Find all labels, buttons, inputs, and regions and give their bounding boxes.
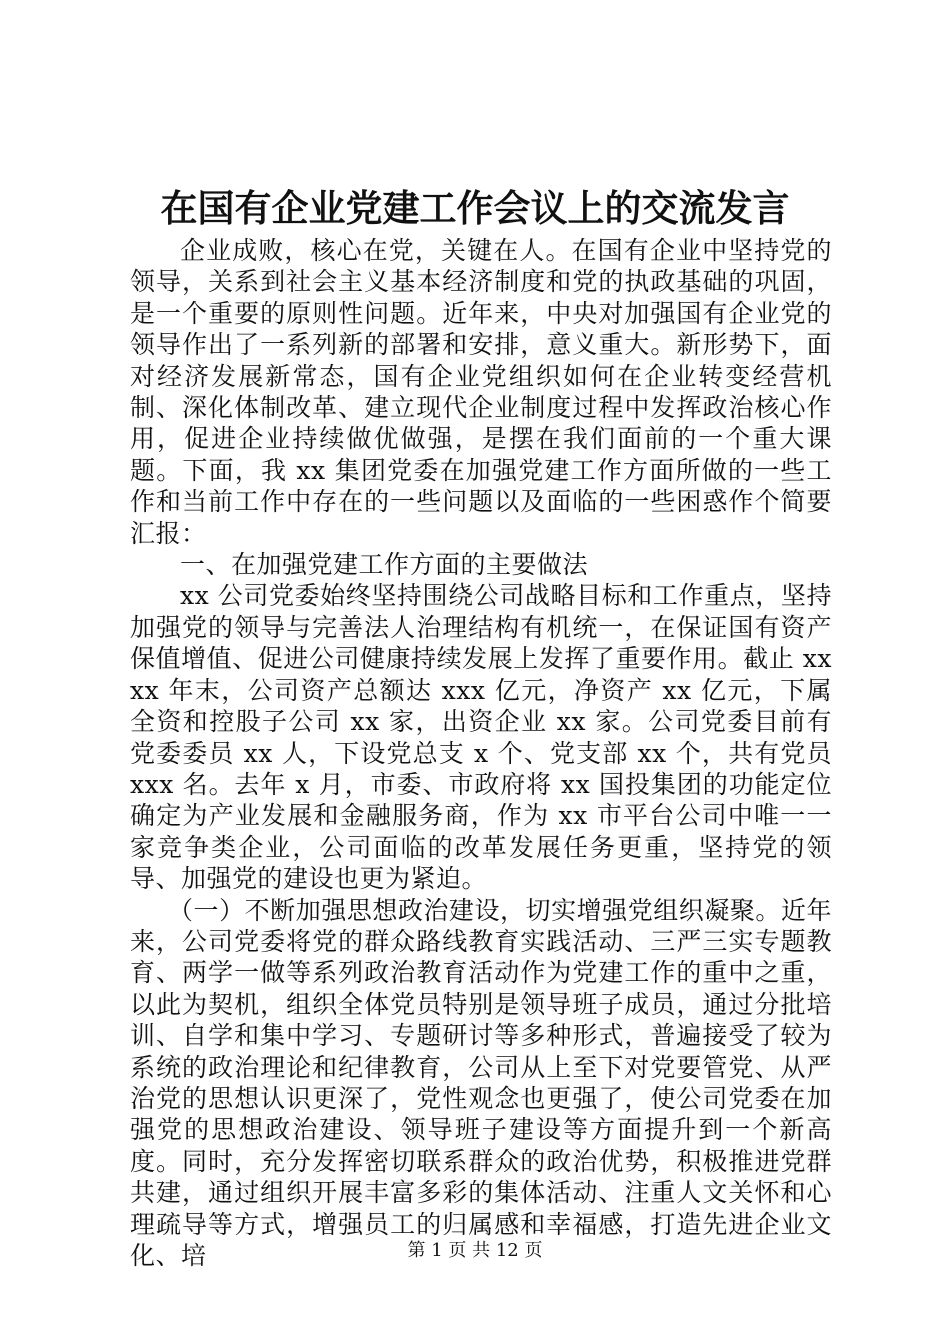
intro-paragraph: 企业成败，核心在党，关键在人。在国有企业中坚持党的领导，关系到社会主义基本经济制度和党的执政基础的巩固，是一个重要的原则性问题。近年来，中央对加强国有企业党的领导作出了一系列新的部署和安排，意义重大。新形势下，面对经济发展新常态，国有企业党组织如何在企业转变经营机制、深化体制改革、建立现代企业制度过程中发挥政治核心作用，促进企业持续做优做强，是摆在我们面前的一个重大课题。下面，我 xx 集团党委在加强党建工作方面所做的一些工作和当前工作中存在的一些问题以及面临的一些困惑作个简要汇报：: [130, 236, 832, 548]
company-overview-paragraph: xx 公司党委始终坚持围绕公司战略目标和工作重点，坚持加强党的领导与完善法人治理结构有机统一，在保证国有资产保值增值、促进公司健康持续发展上发挥了重要作用。截止 xxxx 年末，公司资产总额达 xxx 亿元，净资产 xx 亿元，下属全资和控股子公司 xx 家，出资企业 xx 家。公司党委目前有党委委员 xx 人，下设党总支 x 个、党支部 xx 个，共有党员 xxx 名。去年 x 月，市委、市政府将 xx 国投集团的功能定位确定为产业发展和金融服务商，作为 xx 市平台公司中唯一一家竞争类企业，公司面临的改革发展任务更重，坚持党的领导、加强党的建设也更为紧迫。: [130, 581, 832, 894]
page-footer: 第 1 页 共 12 页: [407, 1240, 543, 1261]
document-body: [130, 235, 832, 1271]
section-heading: 一、在加强党建工作方面的主要做法: [180, 550, 589, 580]
subsection-paragraph: （一）不断加强思想政治建设，切实增强党组织凝聚。近年来，公司党委将党的群众路线教育实践活动、三严三实专题教育、两学一做等系列政治教育活动作为党建工作的重中之重，以此为契机，组织全体党员特别是领导班子成员，通过分批培训、自学和集中学习、专题研讨等多种形式，普遍接受了较为系统的政治理论和纪律教育，公司从上至下对党要管党、从严治党的思想认识更深了，党性观念也更强了，使公司党委在加强党的思想政治建设、领导班子建设等方面提升到一个新高度。同时，充分发挥密切联系群众的政治优势，积极推进党群共建，通过组织开展丰富多彩的集体活动、注重人文关怀和心理疏导等方式，增强员工的归属感和幸福感，打造先进企业文化、培: [130, 895, 832, 1270]
document-title: 在国有企业党建工作会议上的交流发言: [160, 186, 790, 230]
